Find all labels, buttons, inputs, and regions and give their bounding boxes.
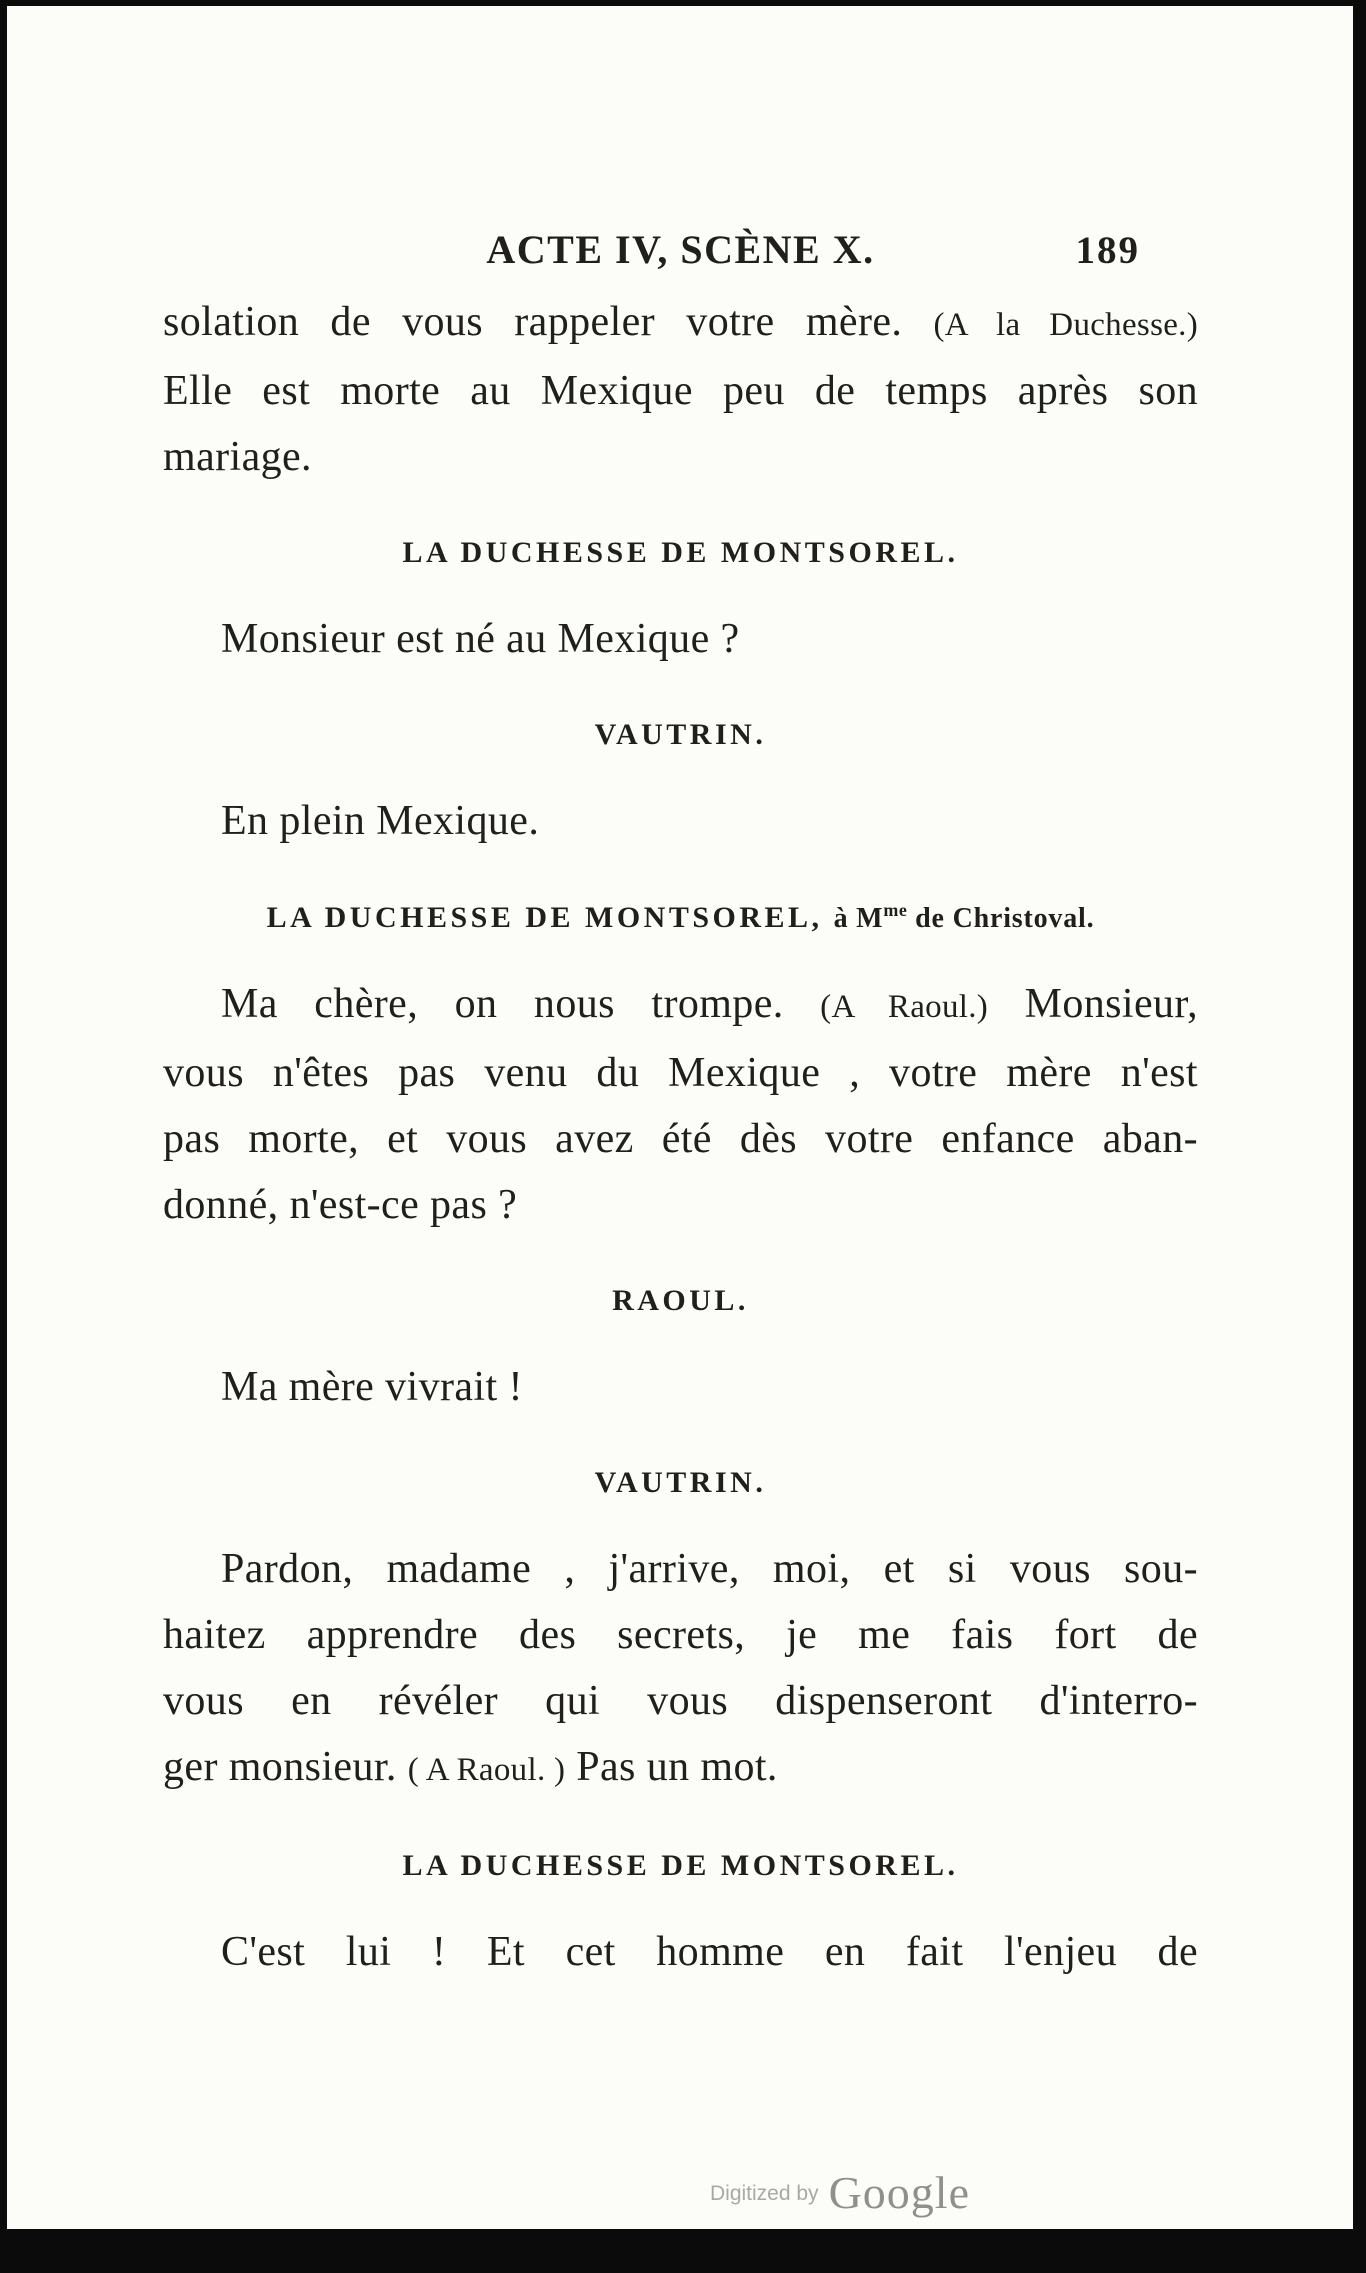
page-number: 189 <box>1075 229 1140 272</box>
paragraph-line <box>163 1734 1198 1803</box>
paragraph-line: donné, n'est-ce pas ? <box>163 1182 518 1228</box>
paragraph-text: ger monsieur. <box>163 1744 408 1790</box>
paragraph-line: vous en révéler qui vous dispenseront d'interro- <box>163 1678 1198 1724</box>
speaker-heading: LA DUCHESSE DE MONTSOREL. <box>402 536 959 569</box>
dialogue-line: C'est lui ! Et cet homme en fait l'enjeu de <box>221 1929 1198 1975</box>
speaker-annotation: à M <box>833 903 884 934</box>
paragraph-line: pas morte, et vous avez été dès votre enfance aban- <box>163 1116 1198 1162</box>
google-watermark <box>710 2166 970 2219</box>
page-title: ACTE IV, SCÈNE X. <box>486 227 875 272</box>
paragraph-line <box>163 971 1198 1040</box>
continuation-paragraph <box>163 289 1198 490</box>
speaker-heading <box>163 900 1198 935</box>
running-header <box>163 226 1198 273</box>
superscript: me <box>883 900 908 920</box>
scan-border-bottom <box>0 2229 1366 2273</box>
speaker-heading: LA DUCHESSE DE MONTSOREL. <box>402 1849 959 1882</box>
speaker-annotation: de Christoval. <box>907 903 1095 934</box>
paragraph-text: solation de vous rappeler votre mère. <box>163 299 934 345</box>
dialogue-paragraph <box>163 971 1198 1238</box>
stage-direction: ( A Raoul. ) <box>407 1752 566 1788</box>
paragraph-text: Monsieur, <box>988 981 1199 1027</box>
scan-border-top <box>0 0 1366 6</box>
scan-border-left <box>0 0 7 2273</box>
paragraph-line: vous n'êtes pas venu du Mexique , votre mère n'est <box>163 1050 1198 1096</box>
speaker-heading: RAOUL. <box>612 1284 749 1317</box>
dialogue-line: En plein Mexique. <box>221 798 540 844</box>
paragraph-text: Ma chère, on nous trompe. <box>221 981 821 1027</box>
dialogue-line: Monsieur est né au Mexique ? <box>221 616 740 662</box>
paragraph-line: Pardon, madame , j'arrive, moi, et si vous sou- <box>221 1546 1198 1592</box>
stage-direction: (A Raoul.) <box>820 989 989 1025</box>
speaker-heading: VAUTRIN. <box>594 718 767 751</box>
scan-border-right <box>1353 0 1366 2273</box>
digitized-by-label: Digitized by <box>710 2182 819 2205</box>
page-content <box>163 226 1198 1985</box>
dialogue-line: Ma mère vivrait ! <box>221 1364 523 1410</box>
dialogue-paragraph <box>163 1536 1198 1803</box>
speaker-name: LA DUCHESSE DE MONTSOREL, <box>266 901 834 934</box>
paragraph-line <box>163 289 1198 358</box>
stage-direction: (A la Duchesse.) <box>933 307 1199 343</box>
paragraph-line: Elle est morte au Mexique peu de temps après son <box>163 368 1198 414</box>
paragraph-text: Pas un mot. <box>565 1744 778 1790</box>
speaker-heading: VAUTRIN. <box>594 1466 767 1499</box>
paragraph-line: mariage. <box>163 434 312 480</box>
google-logo: Google <box>828 2167 970 2218</box>
paragraph-line: haitez apprendre des secrets, je me fais fort de <box>163 1612 1198 1658</box>
